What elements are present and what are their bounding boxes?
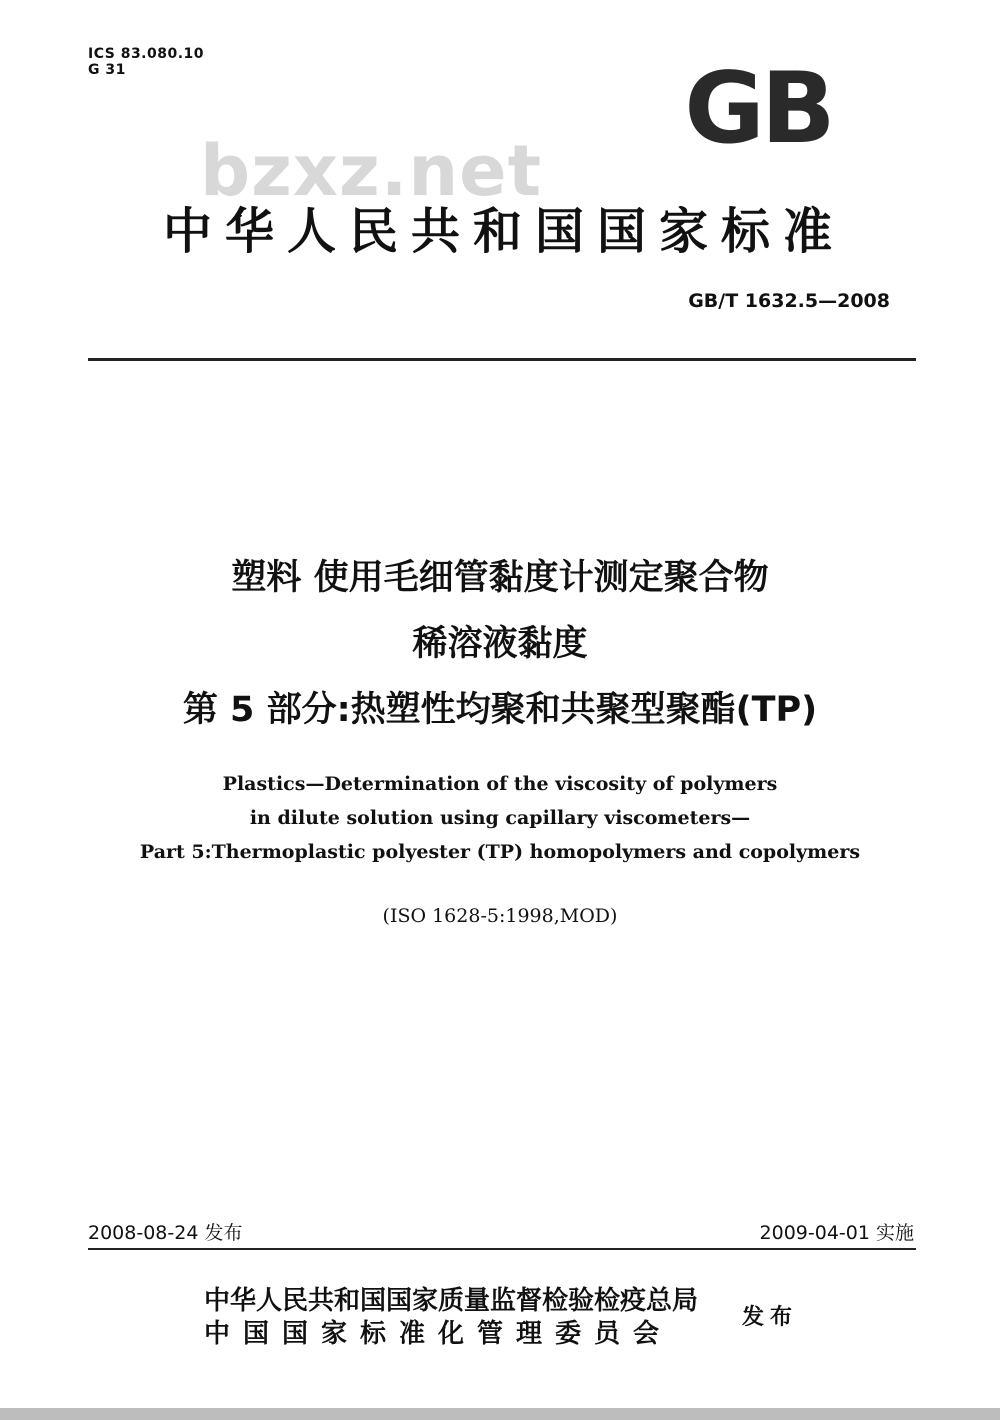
footer-divider [88, 1248, 916, 1250]
ccs-code: G 31 [88, 62, 126, 78]
issuer-aqsiq: 中华人民共和国国家质量监督检验检疫总局 [204, 1286, 699, 1316]
page-bottom-edge [0, 1408, 1000, 1420]
watermark: bzxz.net [200, 130, 543, 212]
standard-number: GB/T 1632.5—2008 [688, 290, 890, 312]
issue-date: 2008-08-24 发布 [88, 1222, 243, 1244]
adoption-reference: (ISO 1628-5:1998,MOD) [382, 905, 618, 927]
title-cn-line3: 第 5 部分:热塑性均聚和共聚型聚酯(TP) [182, 690, 818, 730]
title-en-line1: Plastics—Determination of the viscosity of polymers [222, 773, 778, 795]
title-cn-line1: 塑料 使用毛细管黏度计测定聚合物 [231, 558, 769, 598]
ics-code: ICS 83.080.10 [88, 46, 205, 62]
gb-logo [658, 60, 858, 150]
header-divider [88, 358, 916, 361]
national-standard-title: 中华人民共和国国家标准 [162, 203, 845, 260]
issuer-sac: 中国国家标准化管理委员会 [204, 1319, 673, 1349]
svg-text:GB: GB [684, 60, 832, 150]
implementation-date: 2009-04-01 实施 [759, 1222, 914, 1244]
publish-label: 发布 [742, 1305, 799, 1330]
title-en-line2: in dilute solution using capillary viscometers— [249, 807, 751, 829]
title-cn-line2: 稀溶液黏度 [412, 624, 588, 664]
classification-codes [88, 46, 204, 78]
title-en-line3: Part 5:Thermoplastic polyester (TP) homopolymers and copolymers [139, 841, 861, 863]
